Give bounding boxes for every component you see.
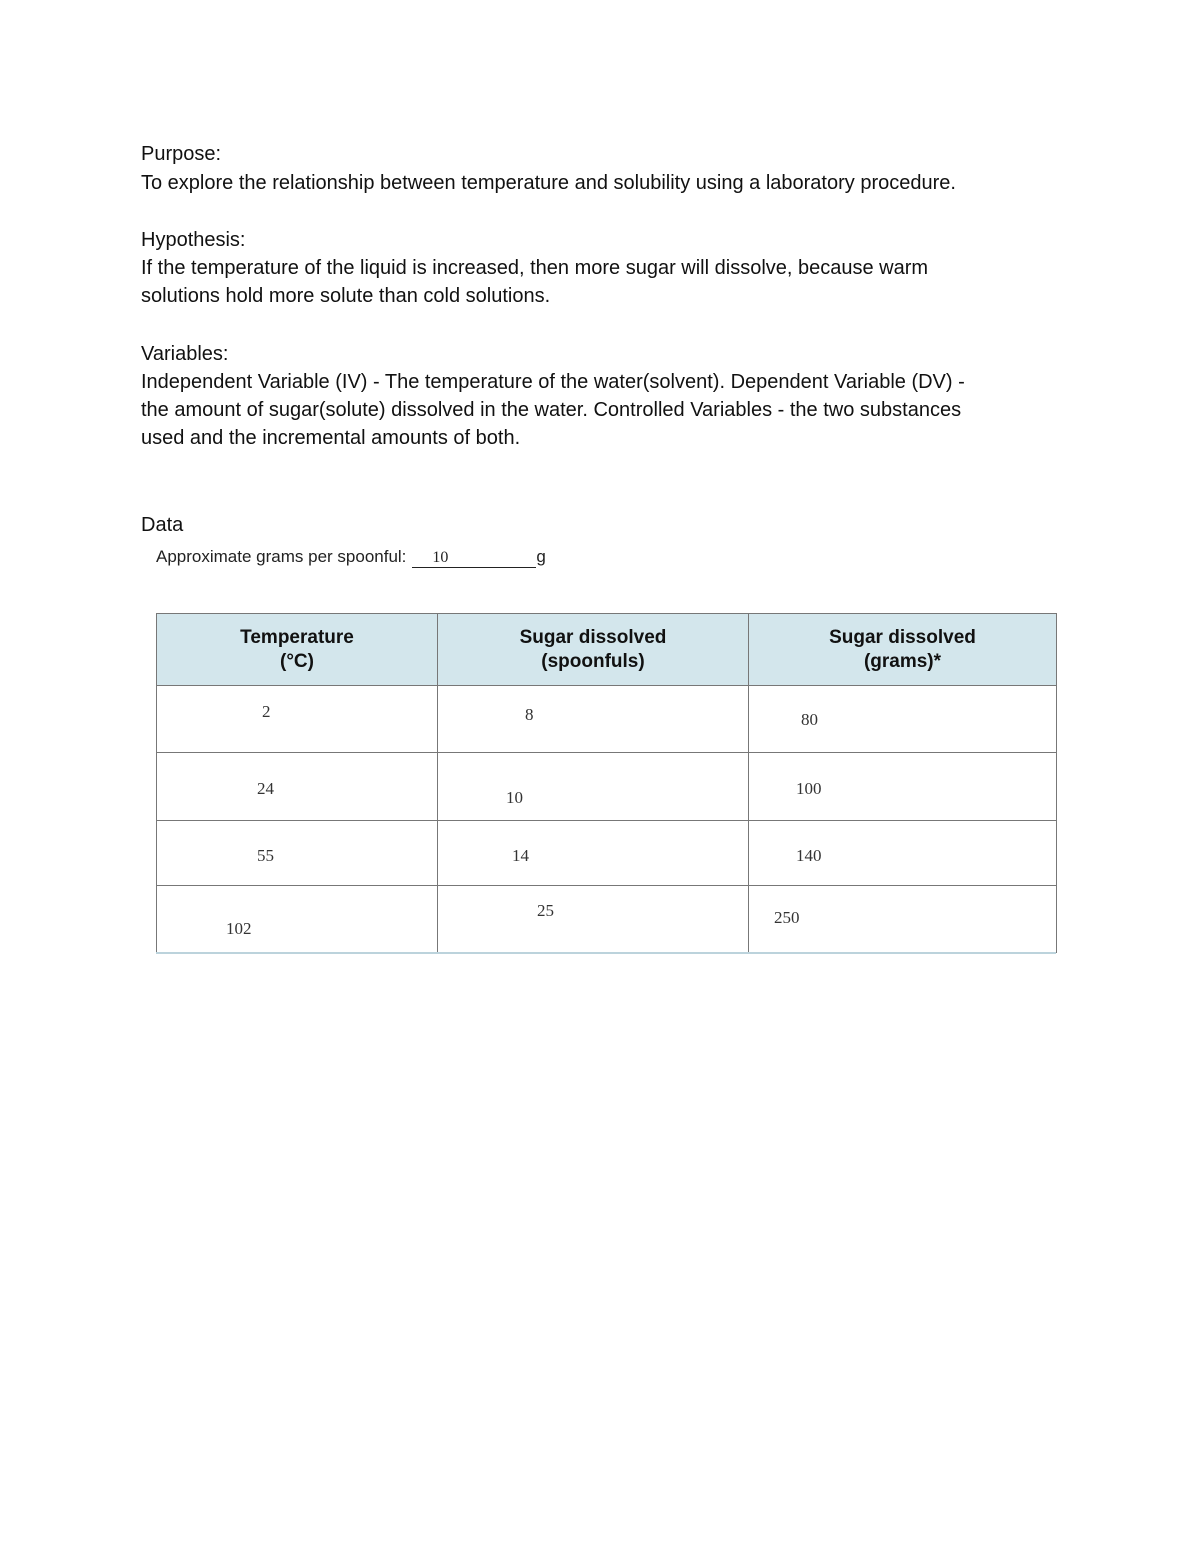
grams-per-spoonful-value: 10	[412, 549, 536, 568]
header-temperature	[157, 614, 438, 686]
cell-spoonfuls: 14	[512, 846, 529, 865]
table-row	[157, 753, 1057, 821]
variables-line-2: the amount of sugar(solute) dissolved in the water. Controlled Variables - the two substances	[141, 399, 962, 421]
cell-temperature: 55	[257, 846, 274, 865]
table-cell	[438, 753, 749, 821]
table-cell	[749, 821, 1057, 886]
grams-per-spoonful-label: Approximate grams per spoonful:	[156, 547, 407, 566]
header-sugar-spoonfuls-line-2: (spoonfuls)	[541, 650, 645, 672]
table-cell	[157, 821, 438, 886]
cell-spoonfuls: 25	[537, 901, 554, 920]
hypothesis-line-2: solutions hold more solute than cold solutions.	[141, 285, 551, 307]
table-cell	[438, 821, 749, 886]
table-cell	[157, 886, 438, 953]
variables-line-1: Independent Variable (IV) - The temperature of the water(solvent). Dependent Variable (DV) -	[141, 371, 965, 393]
cell-spoonfuls: 10	[506, 788, 523, 807]
table-cell	[749, 753, 1057, 821]
variables-heading: Variables:	[141, 343, 229, 365]
grams-per-spoonful-line	[156, 545, 546, 569]
cell-grams: 100	[796, 779, 822, 798]
cell-temperature: 24	[257, 779, 274, 798]
header-sugar-grams	[749, 614, 1057, 686]
table-cell	[749, 886, 1057, 953]
grams-unit: g	[536, 547, 546, 566]
cell-grams: 80	[801, 710, 818, 729]
cell-grams: 250	[774, 908, 800, 927]
header-sugar-spoonfuls-line-1: Sugar dissolved	[519, 626, 667, 648]
table-cell	[157, 686, 438, 753]
solubility-data-table	[156, 613, 1057, 953]
hypothesis-line-1: If the temperature of the liquid is increased, then more sugar will dissolve, because warm	[141, 257, 929, 279]
variables-line-3: used and the incremental amounts of both.	[141, 427, 521, 449]
purpose-text: To explore the relationship between temperature and solubility using a laboratory procedure.	[141, 172, 956, 194]
table-cell	[749, 686, 1057, 753]
cell-temperature: 2	[262, 702, 271, 721]
header-temperature-line-2: (°C)	[280, 650, 314, 672]
hypothesis-heading: Hypothesis:	[141, 229, 246, 251]
purpose-heading: Purpose:	[141, 143, 222, 165]
header-sugar-grams-line-2: (grams)*	[863, 650, 942, 672]
header-sugar-grams-line-1: Sugar dissolved	[829, 626, 976, 648]
cell-temperature: 102	[226, 919, 252, 938]
header-sugar-spoonfuls	[438, 614, 749, 686]
cell-grams: 140	[796, 846, 822, 865]
table-cell	[157, 753, 438, 821]
table-row	[157, 886, 1057, 953]
table-cell	[438, 886, 749, 953]
table-header-row	[157, 614, 1057, 686]
cell-spoonfuls: 8	[525, 705, 534, 724]
table-row	[157, 821, 1057, 886]
table-cell	[438, 686, 749, 753]
data-heading: Data	[141, 514, 184, 536]
header-temperature-line-1: Temperature	[240, 626, 354, 648]
table-row	[157, 686, 1057, 753]
table-bottom-rule	[156, 952, 1056, 954]
